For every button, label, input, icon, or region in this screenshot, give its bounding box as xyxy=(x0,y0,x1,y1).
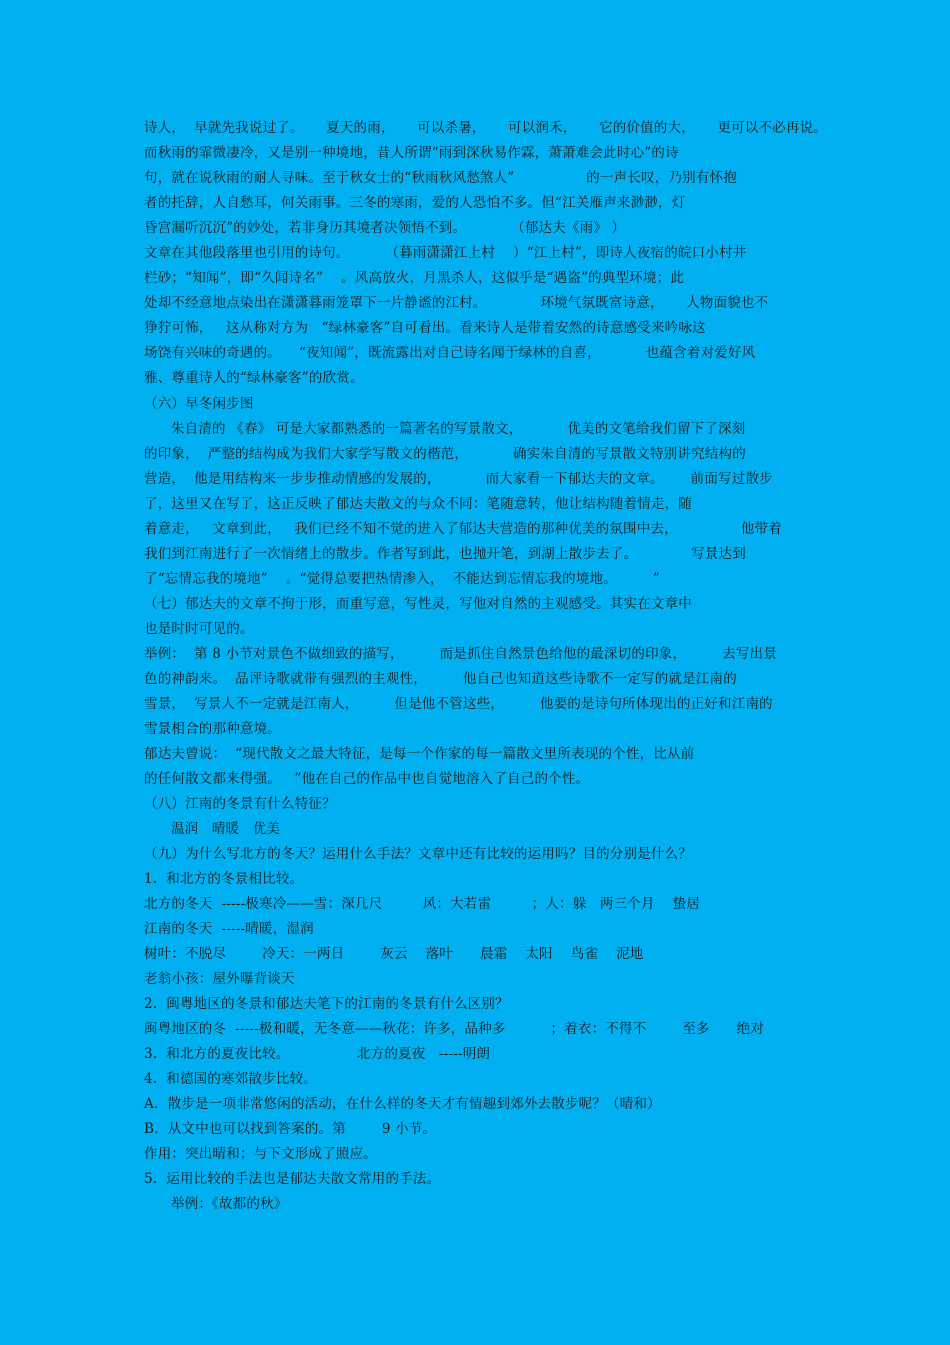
text-line: 温润 晴暖 优美 xyxy=(144,821,281,837)
list-item: A．散步是一项非常悠闲的活动，在什么样的冬天才有情趣到郊外去散步呢？（晴和） xyxy=(144,1096,661,1112)
text-line: 作用：突出晴和；与下文形成了照应。 xyxy=(144,1146,377,1162)
section-heading: （九）为什么写北方的冬天？运用什么手法？文章中还有比较的运用吗？目的分别是什么？ xyxy=(144,846,692,862)
text-line: 色的神韵来。 品评诗歌就带有强烈的主观性， 他自己也知道这些诗歌不一定写的就是江南的 xyxy=(144,671,737,687)
text-line: 处却不经意地点染出在潇潇暮雨笼罩下一片静谧的江村。 环境气氛既富诗意， 人物面貌也不 xyxy=(144,295,769,311)
text-line: 举例：《故都的秋》 xyxy=(144,1196,288,1212)
list-item: 1. 和北方的冬景相比较。 xyxy=(144,871,304,887)
text-line: 闽粤地区的冬 -----极和暖，无冬意——秋花：许多，品种多 ；着衣：不得不 至多 绝对 xyxy=(144,1021,765,1037)
list-item: B．从文中也可以找到答案的。第 9 小节。 xyxy=(144,1121,437,1137)
text-line: 雅、尊重诗人的“绿林豪客”的欣赏。 xyxy=(144,370,364,386)
text-line: 的印象， 严整的结构成为我们大家学写散文的楷范， 确实朱自清的写景散文特别讲究结构的 xyxy=(144,446,746,462)
text-line: 句，就在说秋雨的耐人寻味。至于秋女士的“秋雨秋风愁煞人” 的一声长叹，乃别有怀抱 xyxy=(144,170,737,186)
text-line: 树叶：不脱尽 冷天：一两日 灰云 落叶 晨霜 太阳 鸟雀 泥地 xyxy=(144,946,644,962)
text-line: 者的托辞，人自愁耳，何关雨事。三冬的寒雨，爱的人恐怕不多。但“江关雁声来渺渺，灯 xyxy=(144,195,686,211)
text-line: 诗人， 早就先我说过了。 夏天的雨， 可以杀暑， 可以润禾， 它的价值的大， 更可以不必再说。 xyxy=(144,120,827,136)
text-line: 北方的冬天 -----极寒冷——雪：深几尺 风：大若雷 ；人：躲 两三个月 蛰居 xyxy=(144,896,701,912)
text-line: 着意走， 文章到此， 我们已经不知不觉的进入了郁达夫营造的那种优美的氛围中去， 他带着 xyxy=(144,521,782,537)
list-item: 3. 和北方的夏夜比较。 北方的夏夜 -----明朗 xyxy=(144,1046,491,1062)
text-line: 了，这里又在写了，这正反映了郁达夫散文的与众不同：笔随意转，他让结构随着情走，随 xyxy=(144,496,692,512)
text-line: 我们到江南进行了一次情绪上的散步。作者写到此，也抛开笔，到湖上散步去了。 写景达到 xyxy=(144,546,746,562)
text-line: 狰狞可怖， 这从称对方为 “绿林豪客”自可看出。看来诗人是带着安然的诗意感受来吟咏这 xyxy=(144,320,706,336)
text-line: 雪景相合的那种意境。 xyxy=(144,721,281,737)
text-line: 举例： 第 8 小节对景色不做细致的描写， 而是抓住自然景色给他的最深切的印象， 去写出景 xyxy=(144,646,777,662)
section-heading: （六）早冬闲步图 xyxy=(144,396,254,412)
text-line: 场饶有兴味的奇遇的。 “夜知闻”，既流露出对自己诗名闻于绿林的自喜， 也蕴含着对爱好风 xyxy=(144,345,756,361)
list-item: 4. 和德国的寒郊散步比较。 xyxy=(144,1071,317,1087)
text-line: 而秋雨的霏微凄冷，又是别一种境地，昔人所谓“雨到深秋易作霖，萧萧难会此时心”的诗 xyxy=(144,145,679,161)
list-item: 5. 运用比较的手法也是郁达夫散文常用的手法。 xyxy=(144,1171,441,1187)
text-line: 朱自清的 《春》 可是大家都熟悉的一篇著名的写景散文， 优美的文笔给我们留下了深刻 xyxy=(144,421,746,437)
text-line: 雪景， 写景人不一定就是江南人， 但是他不管这些， 他要的是诗句所体现出的正好和江南的 xyxy=(144,696,773,712)
text-line: 文章在其他段落里也引用的诗句。 （暮雨潇潇江上村 ）“江上村”，即诗人夜宿的皖口小村井 xyxy=(144,245,747,261)
section-heading: （七）郁达夫的文章不拘于形，而重写意，写性灵，写他对自然的主观感受。其实在文章中 xyxy=(144,596,692,612)
text-line: 栏砂；“知闻”，即“久闻诗名” 。风高放火，月黑杀人，这似乎是“遇盗”的典型环境；此 xyxy=(144,270,685,286)
text-line: 也是时时可见的。 xyxy=(144,621,254,637)
text-line: 昏宫漏听沉沉”的妙处，若非身历其境者决领悟不到。 （郁达夫《雨》 ） xyxy=(144,220,626,236)
text-line: 郁达夫曾说： “现代散文之最大特征，是每一个作家的每一篇散文里所表现的个性，比从前 xyxy=(144,746,695,762)
text-line: 的任何散文都来得强。 ”他在自己的作品中也自觉地溶入了自己的个性。 xyxy=(144,771,590,787)
section-heading: （八）江南的冬景有什么特征？ xyxy=(144,796,336,812)
text-line: 江南的冬天 -----晴暖，湿润 xyxy=(144,921,314,937)
text-line: 了“忘情忘我的境地” 。“觉得总要把热情渗入， 不能达到忘情忘我的境地。 ” xyxy=(144,571,660,587)
text-line: 营造， 他是用结构来一步步推动情感的发展的， 而大家看一下郁达夫的文章。 前面写过散步 xyxy=(144,471,773,487)
list-item: 2. 闽粤地区的冬景和郁达夫笔下的江南的冬景有什么区别？ xyxy=(144,996,509,1012)
text-line: 老翁小孩：屋外曝背谈天 xyxy=(144,971,295,987)
